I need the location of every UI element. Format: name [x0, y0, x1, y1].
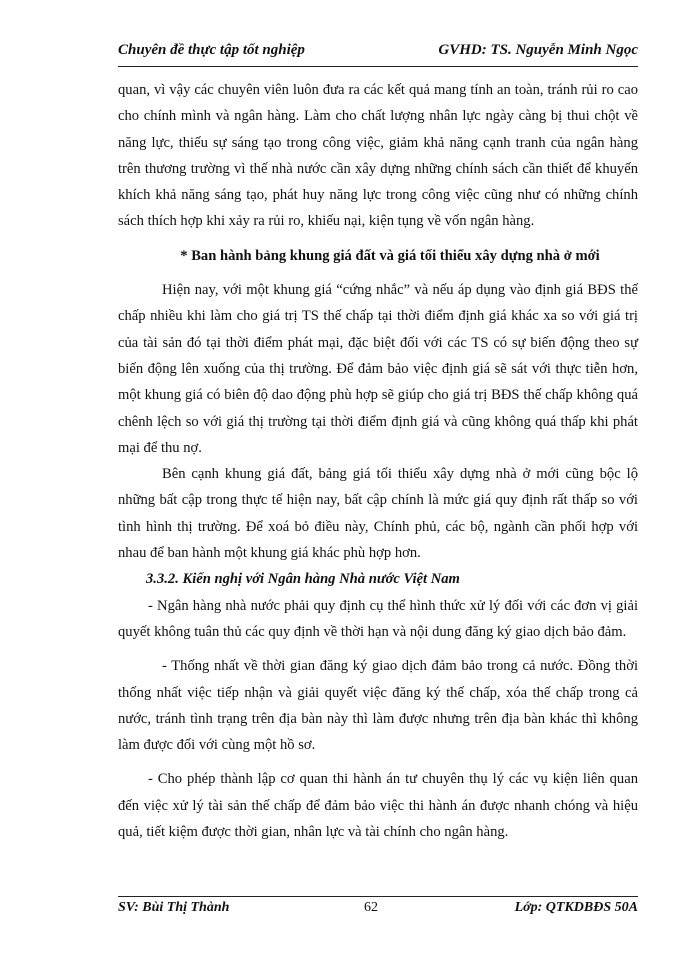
- footer-class: Lớp: QTKDBĐS 50A: [514, 900, 638, 915]
- paragraph-min-construction-price: Bên cạnh khung giá đất, bảng giá tối thiểu xây dựng nhà ở mới cũng bộc lộ những bất cập trong thực tế hiện nay, bất cập chính là mức giá quy định rất thấp so với tình hình thị trường. Để xoá bỏ điều này, Chính phủ, các bộ, ngành cần phối hợp với nhau để ban hành một khung giá khác phù hợp hơn.: [118, 466, 638, 562]
- paragraph-recommendation-1: - Ngân hàng nhà nước phải quy định cụ thể hình thức xử lý đối với các đơn vị giải quyết không tuân thủ các quy định về thời hạn và nội dung đăng ký giao dịch bảo đảm.: [118, 597, 638, 640]
- section-heading-3-3-2: 3.3.2. Kiến nghị với Ngân hàng Nhà nước Việt Nam: [146, 571, 460, 588]
- page-body: [118, 77, 638, 845]
- header-divider: [118, 66, 638, 67]
- paragraph-recommendation-3: - Cho phép thành lập cơ quan thi hành án tư chuyên thụ lý các vụ kiện liên quan đến việc xử lý tài sản thế chấp để đảm bảo việc thi hành án được nhanh chóng và hiệu quả, tiết kiệm được thời gian, nhân lực và tài chính cho ngân hàng.: [118, 771, 638, 841]
- header-thesis-title: Chuyên đề thực tập tốt nghiệp: [118, 42, 305, 58]
- header-supervisor: GVHD: TS. Nguyễn Minh Ngọc: [438, 42, 638, 58]
- paragraph-price-frame: Hiện nay, với một khung giá “cứng nhắc” và nếu áp dụng vào định giá BĐS thế chấp nhiều khi làm cho giá trị TS thế chấp tại thời điểm định giá khác xa so với giá trị của tài sản đó tại thời điểm phát mại, đặc biệt đối với các TS có sự biến động theo sự biến động lên xuống của thị trường. Để đảm bảo việc định giá sẽ sát với thực tiễn hơn, một khung giá có biên độ dao động phù hợp sẽ giúp cho giá trị BĐS thế chấp không quá chênh lệch so với giá thị trường tại thời điểm định giá và cũng không quá thấp khi phát mại để thu nợ.: [118, 282, 638, 456]
- footer-divider: [118, 896, 638, 897]
- page-header: [118, 42, 638, 66]
- paragraph-recommendation-2: - Thống nhất về thời gian đăng ký giao dịch đảm bảo trong cả nước. Đồng thời thống nhất việc tiếp nhận và giải quyết việc đăng ký thế chấp, xóa thế chấp trong cả nước, tránh tình trạng trên địa bàn này thì làm được nhưng trên địa bàn khác thì không làm được đối với cùng một hồ sơ.: [118, 658, 638, 754]
- page-number: 62: [364, 900, 378, 915]
- section-heading-land-price: * Ban hành bảng khung giá đất và giá tối thiểu xây dựng nhà ở mới: [180, 247, 600, 264]
- page-footer: [118, 900, 638, 922]
- footer-student-name: SV: Bùi Thị Thành: [118, 900, 230, 915]
- paragraph-continuation: quan, vì vậy các chuyên viên luôn đưa ra các kết quả mang tính an toàn, tránh rủi ro cao cho chính mình và ngân hàng. Làm cho chất lượng nhân lực ngày càng bị thui chột về năng lực, thiếu sự sáng tạo trong công việc, giảm khả năng cạnh tranh của ngân hàng trên thương trường vì thế nhà nước cần xây dựng những chính sách cần thiết để khuyến khích khả năng sáng tạo, phát huy năng lực trong công việc cũng như có những chính sách thích hợp khi xảy ra rủi ro, khiếu nại, kiện tụng về vốn ngân hàng.: [118, 82, 638, 230]
